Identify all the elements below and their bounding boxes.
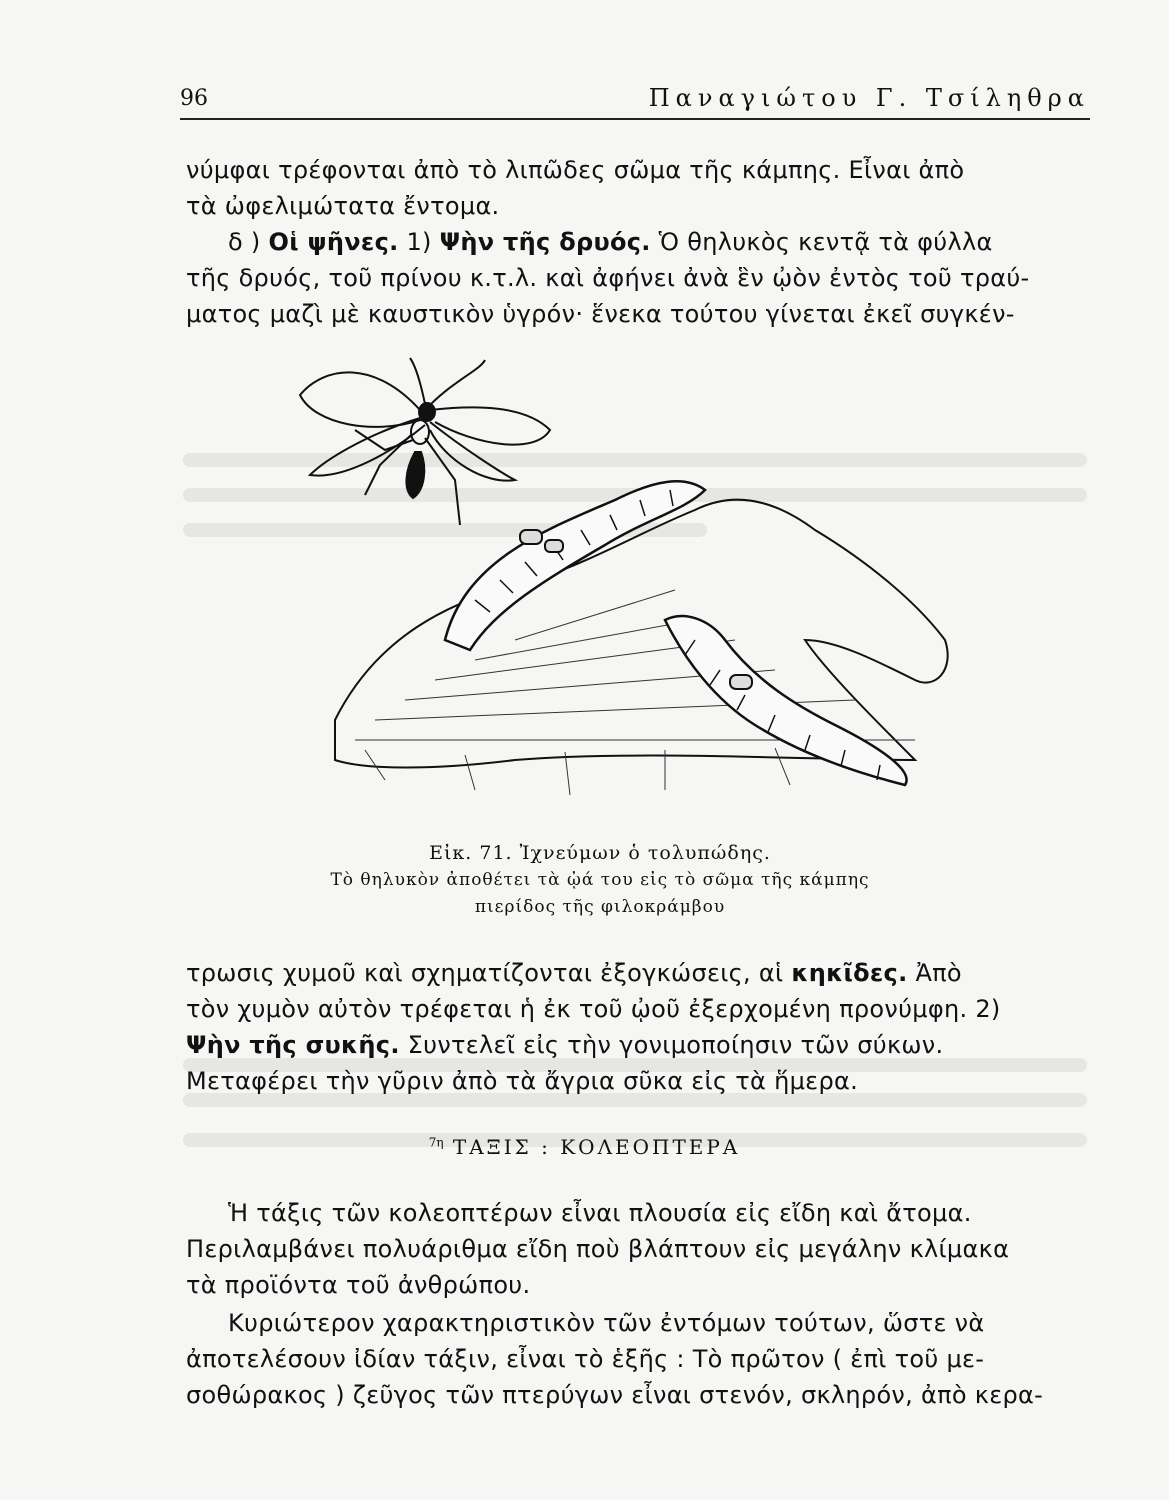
list-marker: δ ) [228,228,269,256]
wasp-drawing [300,358,550,525]
header-rule [180,118,1090,120]
text-span: Ἀπὸ [907,959,962,987]
text-line: τὰ ὠφελιμώτατα ἔντομα. [186,192,500,220]
text-line: τὸν χυμὸν αὐτὸν τρέφεται ἡ ἐκ τοῦ ᾠοῦ ἐξερχομένη προνύμφη. 2) [186,995,1001,1023]
text-span: τρωσις χυμοῦ καὶ σχηματίζονται ἐξογκώσεις, αἱ [186,959,792,987]
section-title: ΤΑΞΙΣ : ΚΟΛΕΟΠΤΕΡΑ [452,1135,741,1159]
paragraph-middle [186,955,1086,1099]
figure-caption-title: Εἰκ. 71. Ἰχνεύμων ὁ τολυπώδης. [429,842,771,864]
figure-caption-line: Τὸ θηλυκὸν ἀποθέτει τὰ ᾠά του εἰς τὸ σῶμα τῆς κάμπης [330,870,870,890]
text-line: Κυριώτερον χαρακτηριστικὸν τῶν ἐντόμων τούτων, ὥστε νὰ [228,1309,985,1337]
text-line: Ἡ τάξις τῶν κολεοπτέρων εἶναι πλουσία εἰς εἴδη καὶ ἄτομα. [228,1199,972,1227]
text-span: Ὁ θηλυκὸς κεντᾷ τὰ φύλλα [650,228,993,256]
text-line: ματος μαζὶ μὲ καυστικὸν ὑγρόν· ἕνεκα τούτου γίνεται ἐκεῖ συγκέν- [186,300,1015,328]
order-number: 7η [428,1135,444,1150]
text-line: Περιλαμβάνει πολυάριθμα εἴδη ποὺ βλάπτουν εἰς μεγάλην κλίμακα [186,1235,1010,1263]
ichneumon-illustration [215,340,975,830]
text-line: τὰ προϊόντα τοῦ ἀνθρώπου. [186,1271,531,1299]
section-heading [0,1135,1169,1159]
text-line [186,1027,1086,1063]
term-oak-gall-wasps: Οἱ ψῆνες. [268,228,399,256]
text-line: σοθώρακος ) ζεῦγος τῶν πτερύγων εἶναι στενόν, σκληρόν, ἀπὸ κερα- [186,1381,1044,1409]
text-line: ἀποτελέσουν ἰδίαν τάξιν, εἶναι τὸ ἑξῆς : Τὸ πρῶτον ( ἐπὶ τοῦ με- [186,1345,985,1373]
paragraph-beetles-1 [186,1195,1086,1303]
text-line [186,955,1086,991]
text-line: Μεταφέρει τὴν γῦριν ἀπὸ τὰ ἄγρια σῦκα εἰς τὰ ἥμερα. [186,1067,859,1095]
figure-caption-line: πιερίδος τῆς φιλοκράμβου [474,897,726,917]
term-galls: κηκῖδες. [791,959,908,987]
page-number: 96 [180,86,208,111]
text-line: τῆς δρυός, τοῦ πρίνου κ.τ.λ. καὶ ἀφήνει ἀνὰ ἓν ᾠὸν ἐντὸς τοῦ τραύ- [186,264,1030,292]
text-span: Συντελεῖ εἰς τὴν γονιμοποίησιν τῶν σύκων. [399,1031,944,1059]
term-oak-wasp: Ψὴν τῆς δρυός. [439,228,651,256]
term-fig-wasp: Ψὴν τῆς συκῆς. [186,1031,400,1059]
running-head-author: Παναγιώτου Γ. Τσίληθρα [648,84,1090,112]
running-header [180,80,1090,120]
text-line: νύμφαι τρέφονται ἀπὸ τὸ λιπῶδες σῶμα τῆς κάμπης. Εἶναι ἀπὸ [186,156,965,184]
text-line [186,224,1086,260]
paragraph-top [186,152,1086,332]
item-number: 1) [398,228,440,256]
paragraph-beetles-2 [186,1305,1086,1413]
